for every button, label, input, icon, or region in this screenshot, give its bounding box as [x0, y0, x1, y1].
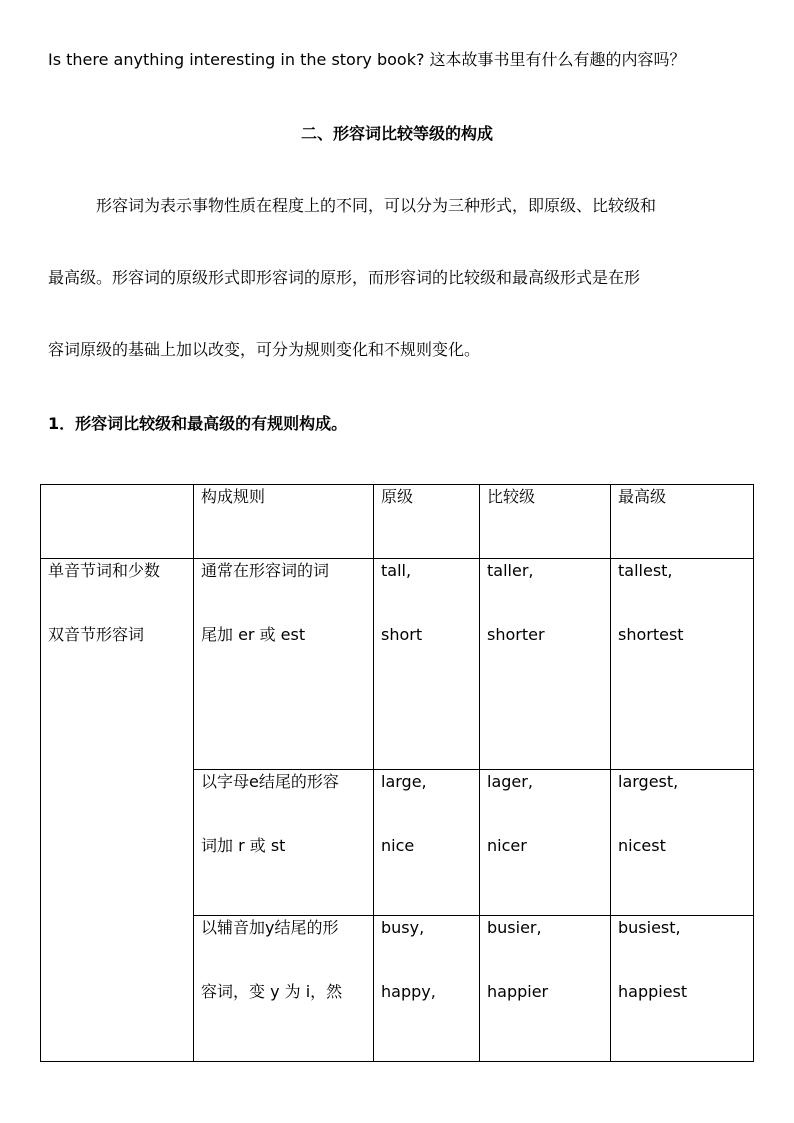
- superlative-cell: [611, 770, 754, 916]
- header-comparative: 比较级: [480, 485, 611, 559]
- positive-cell: [374, 559, 480, 770]
- superlative-word: tallest,: [618, 561, 673, 580]
- superlative-word: shortest: [618, 625, 684, 644]
- rule-line-1: 以辅音加y结尾的形: [201, 918, 339, 937]
- comparative-word: lager,: [487, 772, 533, 791]
- header-empty-cell: [41, 485, 194, 559]
- table-row: [41, 559, 754, 770]
- positive-cell: [374, 770, 480, 916]
- comparative-cell: [480, 559, 611, 770]
- positive-word: short: [381, 625, 423, 644]
- header-superlative: 最高级: [611, 485, 754, 559]
- positive-word: nice: [381, 836, 415, 855]
- comparison-rules-table: [40, 484, 754, 1062]
- rule-line-1: 以字母e结尾的形容: [201, 772, 339, 791]
- comparative-cell: [480, 916, 611, 1062]
- table-header-row: [41, 485, 754, 559]
- comparative-word: nicer: [487, 836, 527, 855]
- category-line-1: 单音节词和少数: [48, 561, 161, 580]
- comparative-cell: [480, 770, 611, 916]
- comparative-word: taller,: [487, 561, 534, 580]
- positive-word: busy,: [381, 918, 425, 937]
- superlative-cell: [611, 916, 754, 1062]
- subsection-title: 1．形容词比较级和最高级的有规则构成。: [48, 414, 348, 433]
- paragraph-line-1: 形容词为表示事物性质在程度上的不同，可以分为三种形式，即原级、比较级和: [96, 196, 657, 215]
- category-cell: [41, 559, 194, 1062]
- positive-word: large,: [381, 772, 427, 791]
- superlative-word: nicest: [618, 836, 666, 855]
- positive-word: tall,: [381, 561, 412, 580]
- rule-cell: [194, 770, 374, 916]
- rule-line-1: 通常在形容词的词: [201, 561, 330, 580]
- paragraph-line-3: 容词原级的基础上加以改变，可分为规则变化和不规则变化。: [48, 340, 481, 359]
- superlative-cell: [611, 559, 754, 770]
- header-rule: 构成规则: [194, 485, 374, 559]
- rule-line-2: 容词，变 y 为 i，然: [201, 982, 343, 1001]
- positive-cell: [374, 916, 480, 1062]
- section-title: 二、形容词比较等级的构成: [300, 124, 493, 143]
- rule-line-2: 词加 r 或 st: [201, 836, 286, 855]
- intro-sentence: Is there anything interesting in the story book? 这本故事书里有什么有趣的内容吗？: [48, 50, 686, 69]
- superlative-word: largest,: [618, 772, 679, 791]
- rule-cell: [194, 916, 374, 1062]
- superlative-word: happiest: [618, 982, 688, 1001]
- rule-line-2: 尾加 er 或 est: [201, 625, 306, 644]
- positive-word: happy,: [381, 982, 436, 1001]
- header-positive: 原级: [374, 485, 480, 559]
- comparative-word: busier,: [487, 918, 542, 937]
- paragraph-line-2: 最高级。形容词的原级形式即形容词的原形，而形容词的比较级和最高级形式是在形: [48, 268, 641, 287]
- comparative-word: happier: [487, 982, 549, 1001]
- category-line-2: 双音节形容词: [48, 625, 145, 644]
- comparative-word: shorter: [487, 625, 545, 644]
- superlative-word: busiest,: [618, 918, 681, 937]
- rule-cell: [194, 559, 374, 770]
